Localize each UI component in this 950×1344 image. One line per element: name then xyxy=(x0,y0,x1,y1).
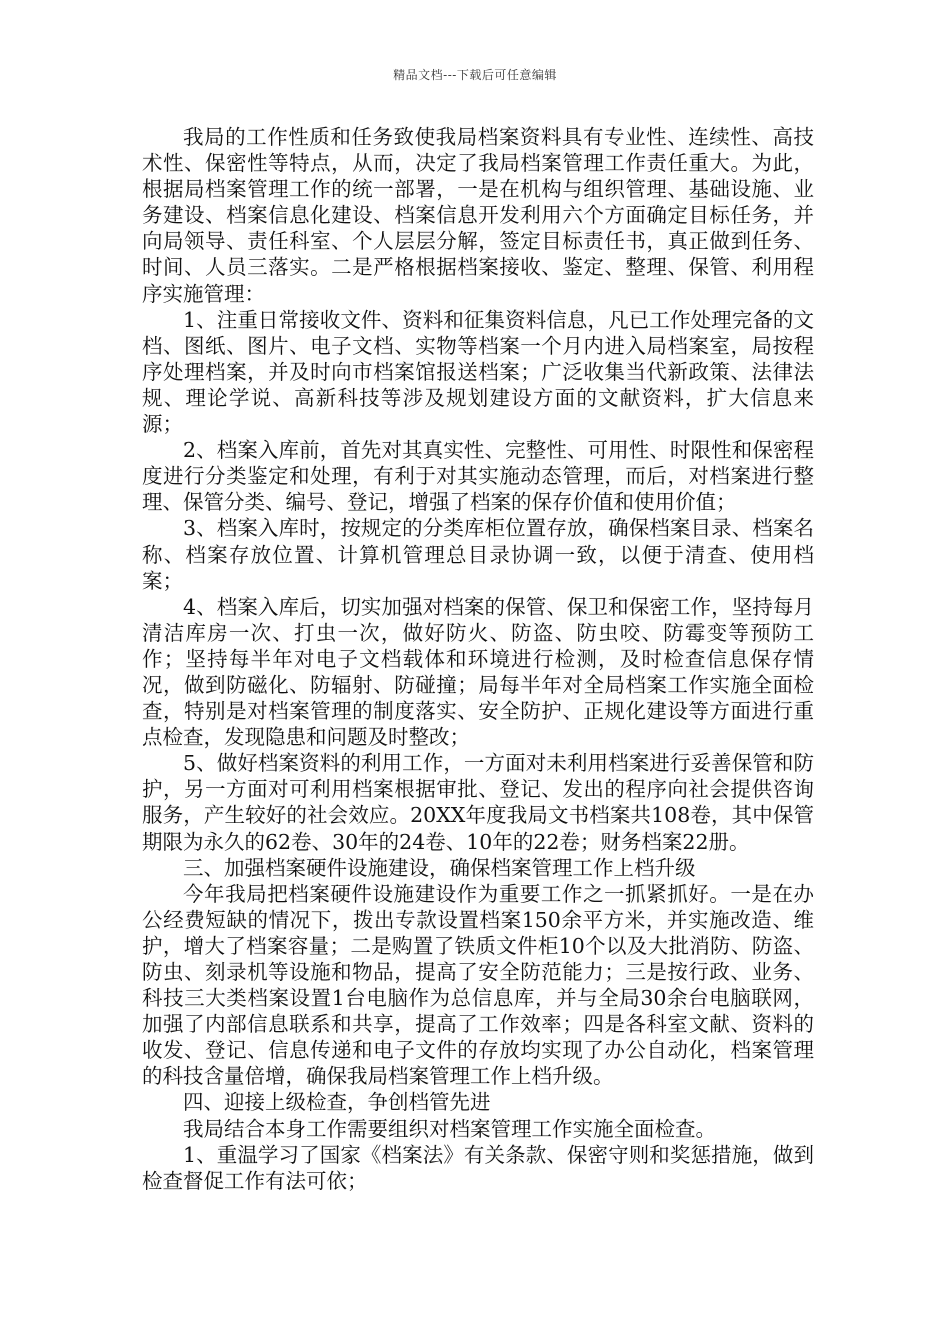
paragraph-inspection: 我局结合本身工作需要组织对档案管理工作实施全面检查。 xyxy=(183,1116,716,1141)
paragraph-item-3: 3、档案入库时，按规定的分类库柜位置存放，确保档案目录、档案名称、档案存放位置、计算机管理总目录协调一致，以便于清查、使用档案； xyxy=(142,516,814,593)
document-body xyxy=(142,124,814,1194)
paragraph-item-2: 2、档案入库前，首先对其真实性、完整性、可用性、时限性和保密程度进行分类鉴定和处理，有利于对其实施动态管理，而后，对档案进行整理、保管分类、编号、登记，增强了档案的保存价值和使用价值； xyxy=(142,438,814,515)
paragraph-item-5: 5、做好档案资料的利用工作，一方面对未利用档案进行妥善保管和防护，另一方面对可利用档案根据审批、登记、发出的程序向社会提供咨询服务，产生较好的社会效应。20XX年度我局文书档案共108卷，其中保管期限为永久的62卷、30年的24卷、10年的22卷；财务档案22册。 xyxy=(142,751,814,854)
section-heading-4: 四、迎接上级检查，争创档管先进 xyxy=(183,1090,491,1115)
paragraph-item-1: 1、注重日常接收文件、资料和征集资料信息，凡已工作处理完备的文档、图纸、图片、电子文档、实物等档案一个月内进入局档案室，局按程序处理档案，并及时向市档案馆报送档案；广泛收集当代新政策、法律法规、理论学说、高新科技等涉及规划建设方面的文献资料，扩大信息来源； xyxy=(142,307,814,437)
section-heading-3: 三、加强档案硬件设施建设，确保档案管理工作上档升级 xyxy=(183,855,696,880)
paragraph-item-4: 4、档案入库后，切实加强对档案的保管、保卫和保密工作，坚持每月清洁库房一次、打虫一次，做好防火、防盗、防虫咬、防霉变等预防工作；坚持每半年对电子文档载体和环境进行检测，及时检查信息保存情况，做到防磁化、防辐射、防碰撞；局每半年对全局档案工作实施全面检查，特别是对档案管理的制度落实、安全防护、正规化建设等方面进行重点检查，发现隐患和问题及时整改； xyxy=(142,594,814,750)
paragraph-intro: 我局的工作性质和任务致使我局档案资料具有专业性、连续性、高技术性、保密性等特点，从而，决定了我局档案管理工作责任重大。为此，根据局档案管理工作的统一部署，一是在机构与组织管理、基础设施、业务建设、档案信息化建设、档案信息开发利用六个方面确定目标任务，并向局领导、责任科室、个人层层分解，签定目标责任书，真正做到任务、时间、人员三落实。二是严格根据档案接收、鉴定、整理、保管、利用程序实施管理： xyxy=(142,125,814,306)
page-header: 精品文档---下载后可任意编辑 xyxy=(393,68,557,82)
paragraph-inspection-item-1: 1、重温学习了国家《档案法》有关条款、保密守则和奖惩措施，做到检查督促工作有法可依； xyxy=(142,1142,814,1193)
paragraph-hardware: 今年我局把档案硬件设施建设作为重要工作之一抓紧抓好。一是在办公经费短缺的情况下，拨出专款设置档案150余平方米，并实施改造、维护，增大了档案容量；二是购置了铁质文件柜10个以及大批消防、防盗、防虫、刻录机等设施和物品，提高了安全防范能力；三是按行政、业务、科技三大类档案设置1台电脑作为总信息库，并与全局30余台电脑联网，加强了内部信息联系和共享，提高了工作效率；四是各科室文献、资料的收发、登记、信息传递和电子文件的存放均实现了办公自动化，档案管理的科技含量倍增，确保我局档案管理工作上档升级。 xyxy=(142,881,814,1089)
